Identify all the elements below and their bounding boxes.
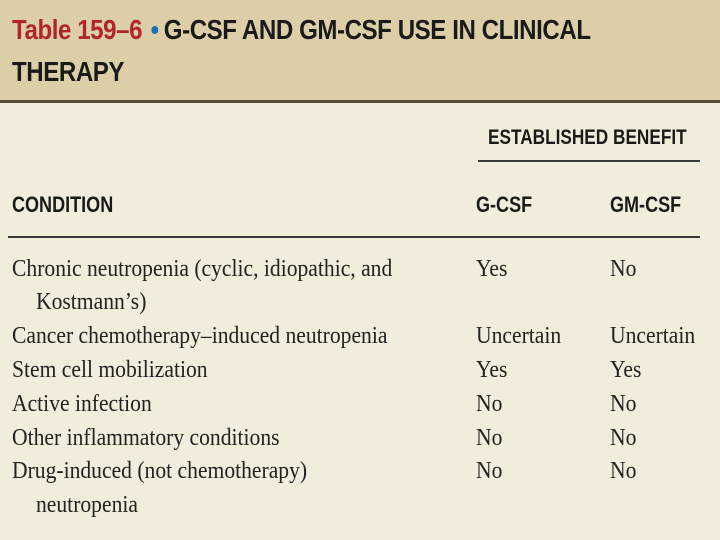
row-condition: Drug-induced (not chemotherapy) <box>12 458 308 484</box>
row-condition: Stem cell mobilization <box>12 357 208 383</box>
table-title: G-CSF AND GM-CSF USE IN CLINICAL <box>163 14 591 45</box>
row-gcsf-value: Uncertain <box>476 323 562 349</box>
column-header-gmcsf: GM-CSF <box>610 192 682 217</box>
row-condition-continued: Kostmann’s) <box>36 289 147 315</box>
row-gcsf-value: No <box>476 391 503 417</box>
row-gmcsf-value: No <box>610 391 637 417</box>
row-condition: Chronic neutropenia (cyclic, idiopathic, and <box>12 256 393 282</box>
table-number: Table 159–6 <box>12 14 143 45</box>
row-gmcsf-value: No <box>610 458 637 484</box>
title-bullet: • <box>150 14 159 45</box>
row-gmcsf-value: Uncertain <box>610 323 696 349</box>
row-condition: Active infection <box>12 391 152 417</box>
row-gmcsf-value: Yes <box>610 357 642 383</box>
row-gcsf-value: Yes <box>476 357 508 383</box>
header-rule <box>8 236 700 238</box>
group-header-established-benefit: ESTABLISHED BENEFIT <box>488 126 687 149</box>
row-gcsf-value: No <box>476 458 503 484</box>
row-condition-continued: neutropenia <box>36 492 138 518</box>
column-header-condition: CONDITION <box>12 192 114 217</box>
row-gmcsf-value: No <box>610 425 637 451</box>
row-gmcsf-value: No <box>610 256 637 282</box>
group-header-rule <box>478 160 700 162</box>
row-condition: Cancer chemotherapy–induced neutropenia <box>12 323 388 349</box>
table-title-line-2: THERAPY <box>12 56 125 87</box>
row-gcsf-value: Yes <box>476 256 508 282</box>
row-condition: Other inflammatory conditions <box>12 425 280 451</box>
title-divider <box>0 100 720 103</box>
row-gcsf-value: No <box>476 425 503 451</box>
column-header-gcsf: G-CSF <box>476 192 533 217</box>
table-title-line-1 <box>12 14 591 46</box>
